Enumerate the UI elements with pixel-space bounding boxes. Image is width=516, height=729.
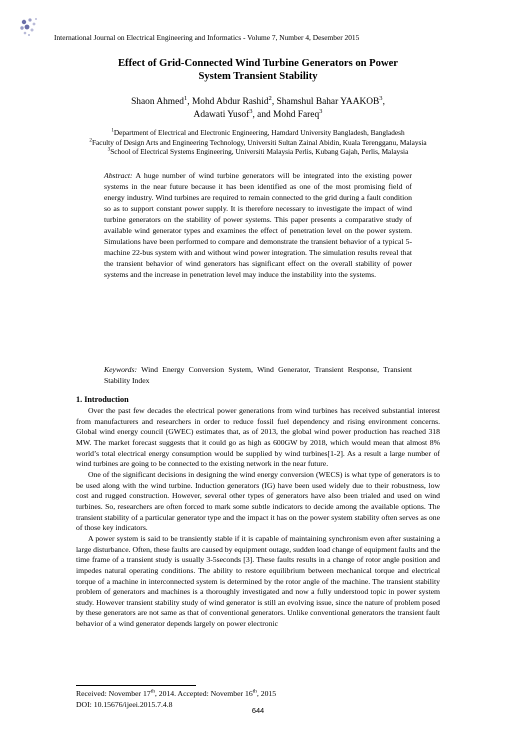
abstract-text: A huge number of wind turbine generators will be integrated into the existing power systems in the near future because it has been identified as one of the most promising field of energy industry. Wind turbines are required to remain connected to the grid during a fault condition so as to support constant power supply. It is therefore necessary to investigate the impact of wind turbine generators on the stability of power systems. This paper presents a comparative study of available wind generator types and examines the effect of penetration level on the power system. Simulations have been performed to compare and demonstrate the transient behavior of a typical 5-machine 22-bus system with and without wind power integration. The simulation results reveal that the transient behavior of wind generators has significant effect on the overall stability of power systems and the increase in penetration level may induce the instability into the systems. [104, 171, 412, 279]
received-date: Received: November 17 [76, 689, 151, 698]
author-1-affil: 1 [183, 94, 188, 102]
abstract [104, 170, 412, 280]
introduction-body [76, 406, 440, 630]
footer-divider [76, 685, 196, 686]
received-accepted-dates [76, 689, 276, 700]
author-3: , Shamshul Bahar YAAKOB [271, 97, 380, 107]
paper-title-line-2: System Transient Stability [198, 70, 318, 82]
author-4: Adawati Yusof [193, 110, 250, 120]
paragraph: Over the past few decades the electrical power generations from wind turbines has received substantial interest from manufacturers and researchers in order to reduce fossil fuel dependency and rising environment concerns. Global wind energy council (GWEC) estimates that, as of 2013, the global wind power production has reached 318 MW. The market forecast suggests that it could go as high as 600GW by 2018, which would mean that almost 8% world’s total electrical energy consumption would be supplied by wind turbines[1-2]. As a result a large number of wind turbines are going to be connected to the existing network in the near future. [76, 406, 440, 469]
affiliation-1 [60, 128, 456, 138]
affiliation-2-text: Faculty of Design Arts and Engineering Technology, Universiti Sultan Zainal Abidin, Kuala Terengganu, Malaysia [91, 137, 427, 147]
author-5-affil: 3 [319, 107, 323, 115]
accepted-year: , 2015 [256, 689, 277, 698]
journal-logo-icon [18, 16, 40, 38]
paper-title [60, 58, 456, 83]
affiliation-3-text: School of Electrical Systems Engineering, Universiti Malaysia Perlis, Kubang Gajah, Perlis, Malaysia [110, 147, 409, 157]
paragraph: One of the significant decisions in designing the wind energy conversion (WECS) is what type of generators is to be used along with the wind turbine. Induction generators (IG) have been used widely due to their robustness, low cost and rugged construction. However, several other types of generators have also been trialed and used on wind turbines. So, researchers are often forced to mark some subtle indicators to decide among the available options. The transient stability of a particular generator type and the impact it has on the power system stability often serves as one of those key indicators. [76, 469, 440, 533]
doi[interactable]: DOI: 10.15676/ijeei.2015.7.4.8 [76, 699, 173, 709]
abstract-label: Abstract: [104, 171, 133, 180]
page-number: 644 [251, 706, 265, 715]
affiliation-list [60, 128, 456, 157]
affiliation-3-marker: 3 [107, 146, 111, 153]
affiliation-1-marker: 1 [111, 127, 114, 134]
keywords [104, 364, 412, 386]
author-5: , and Mohd Fareq [252, 110, 320, 120]
keywords-label: Keywords: [104, 365, 138, 374]
paper-title-line-1: Effect of Grid-Connected Wind Turbine Generators on Power [117, 58, 399, 69]
author-2-affil: 2 [268, 94, 272, 102]
affiliation-3 [60, 147, 456, 157]
affiliation-2-marker: 2 [89, 137, 92, 144]
author-separator: , [382, 97, 385, 107]
received-date-suffix: th [150, 688, 155, 695]
author-1: Shaon Ahmed [131, 97, 184, 107]
affiliation-2 [60, 138, 456, 148]
journal-info-line: International Journal on Electrical Engineering and Informatics - Volume 7, Number 4, Desember 2015 [54, 33, 360, 42]
accepted-date-suffix: th [252, 688, 257, 695]
author-4-affil: 3 [249, 107, 253, 115]
author-2: , Mohd Abdur Rashid [187, 97, 269, 107]
paragraph: A power system is said to be transiently stable if it is capable of maintaining synchronism even after sustaining a large disturbance. Often, these faults are caused by equipment outage, sudden load change of equipment faults and the time frame of a transient study is usually 3-5seconds [3]. These faults results in a change of rotor angle position and impedes natural operating conditions. The ability to restore equilibrium between mechanical torque and electrical torque of a machine in interconnected system is determined by the rotor angle of the machine. The transient stability problem of generators and machines is a thoroughly investigated and now a fully understood topic in power system study. However transient stability study of wind generator is still an evolving issue, since the nature of problem posed by these generators are not same as that of conventional generators. Unlike conventional generators the transient fault behavior of a wind generator depends largely on power electronic [76, 533, 440, 629]
author-3-affil: 3 [379, 94, 383, 102]
affiliation-1-text: Department of Electrical and Electronic Engineering, Hamdard University Bangladesh, Bangladesh [113, 128, 405, 137]
keywords-text: Wind Energy Conversion System, Wind Generator, Transient Response, Transient Stability Index [104, 365, 412, 385]
accepted-date: , 2014. Accepted: November 16 [154, 689, 253, 698]
section-heading-introduction: 1. Introduction [76, 395, 129, 404]
author-list [60, 96, 456, 122]
journal-header [18, 16, 498, 42]
